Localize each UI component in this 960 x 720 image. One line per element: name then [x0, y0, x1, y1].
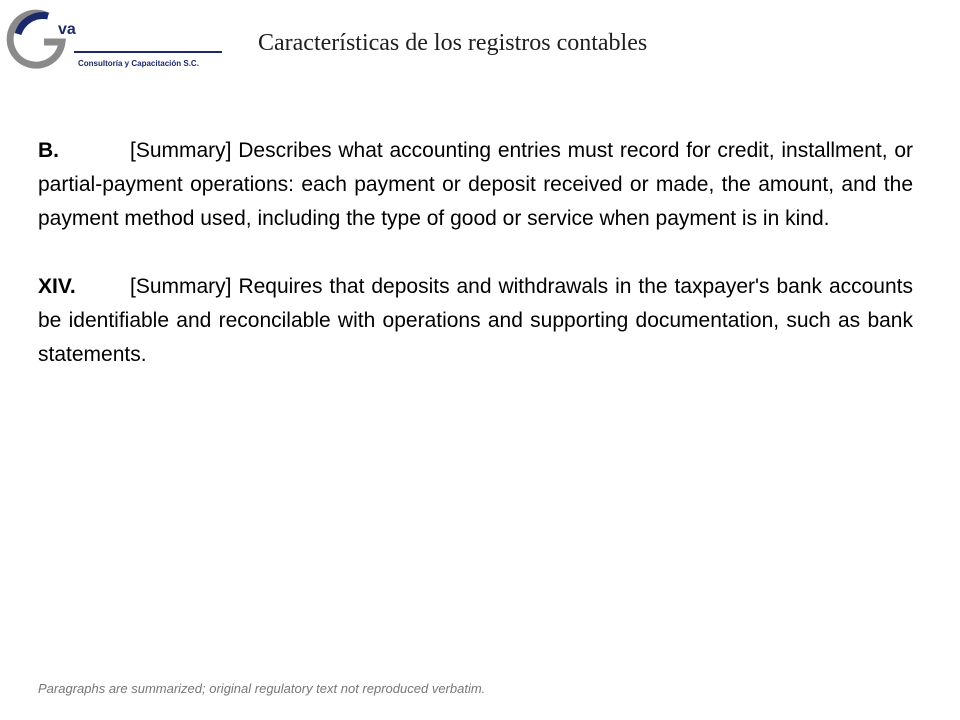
section-label: B. [38, 139, 59, 162]
logo-graphic [4, 4, 234, 74]
slide-body [38, 134, 913, 406]
section-xiv [38, 270, 913, 372]
section-label: XIV. [38, 275, 76, 298]
section-summary: [Summary] Describes what accounting entries must record for credit, installment, or partial-payment operations: each payment or deposit received or made, the amount, and the payment method used, including the type of good or service when payment is in kind. [38, 139, 913, 230]
svg-text:va: va [58, 21, 76, 38]
company-logo [4, 4, 234, 74]
logo-company-name: Consultoría y Capacitación S.C. [78, 59, 199, 68]
slide-title: Características de los registros contables [258, 30, 648, 56]
summary-note: Paragraphs are summarized; original regulatory text not reproduced verbatim. [38, 681, 486, 696]
section-b [38, 134, 913, 236]
section-summary: [Summary] Requires that deposits and withdrawals in the taxpayer's bank accounts be identifiable and reconcilable with operations and supporting documentation, such as bank statements. [38, 275, 913, 366]
